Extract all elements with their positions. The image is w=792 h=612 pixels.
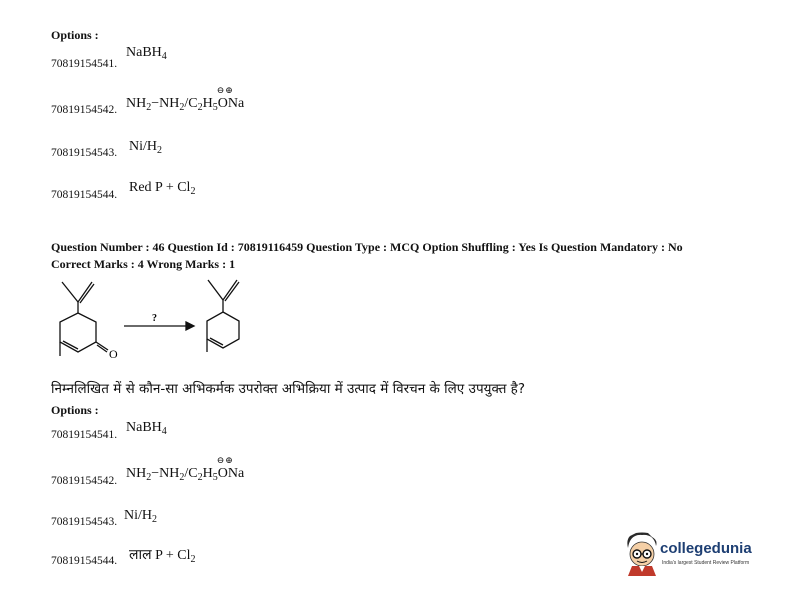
arrow-label: ? bbox=[152, 313, 157, 324]
question-meta: Question Number : 46 Question Id : 70819116459 Question Type : MCQ Option Shuffling : Yes Is Question Mandatory : No bbox=[51, 240, 683, 254]
methyl-bond bbox=[62, 282, 78, 302]
alkene-bond bbox=[78, 282, 92, 302]
logo-tagline: India's largest Student Review Platform bbox=[662, 560, 750, 566]
methyl-bond bbox=[208, 280, 223, 300]
option-formula: NaBH$_4$ bbox=[126, 420, 167, 437]
question-text: निम्नलिखित में से कौन-सा अभिकर्मक उपरोक्त अभिक्रिया में उत्पाद में विरचन के लिए उपयुक्त है? bbox=[51, 381, 526, 397]
option-id: 70819154544. bbox=[51, 555, 118, 567]
option-id: 70819154541. bbox=[51, 58, 118, 70]
collegedunia-logo bbox=[622, 532, 762, 576]
logo-wordmark: collegedunia bbox=[660, 540, 752, 557]
option-id: 70819154543. bbox=[51, 516, 118, 528]
options-label: Options : bbox=[51, 28, 99, 42]
alkene-bond-inner bbox=[225, 282, 239, 301]
oxygen-label: O bbox=[109, 347, 118, 361]
option-formula: $NH_2-NH_2/C_2H_5$ ⊖⊕ ONa bbox=[126, 455, 245, 483]
option-id: 70819154542. bbox=[51, 475, 118, 487]
charge-marks: ⊖⊕ bbox=[216, 85, 234, 95]
option-formula: NaBH$_4$ bbox=[126, 45, 167, 62]
option-formula: $Ni/H_2$ bbox=[129, 139, 162, 156]
option-id: 70819154543. bbox=[51, 147, 118, 159]
reactant-ring bbox=[60, 313, 96, 352]
option-id: 70819154542. bbox=[51, 104, 118, 116]
reaction-scheme bbox=[40, 272, 260, 372]
product-ring bbox=[207, 312, 239, 348]
option-formula: $Ni/H_2$ bbox=[124, 508, 157, 525]
alkene-bond bbox=[223, 280, 237, 300]
option-id: 70819154541. bbox=[51, 429, 118, 441]
alkene-bond-inner bbox=[80, 284, 94, 303]
mascot-icon bbox=[622, 532, 660, 576]
option-id: 70819154544. bbox=[51, 189, 118, 201]
arrowhead bbox=[186, 322, 194, 330]
option-formula: $NH_2-NH_2/C_2H_5$ ⊖⊕ ONa bbox=[126, 85, 245, 113]
marks-meta: Correct Marks : 4 Wrong Marks : 1 bbox=[51, 257, 236, 271]
options-label: Options : bbox=[51, 403, 99, 417]
charge-marks: ⊖⊕ bbox=[216, 455, 234, 465]
option-formula: Red $P + Cl_2$ bbox=[129, 180, 196, 197]
option-formula: लाल $P + Cl_2$ bbox=[129, 548, 196, 565]
